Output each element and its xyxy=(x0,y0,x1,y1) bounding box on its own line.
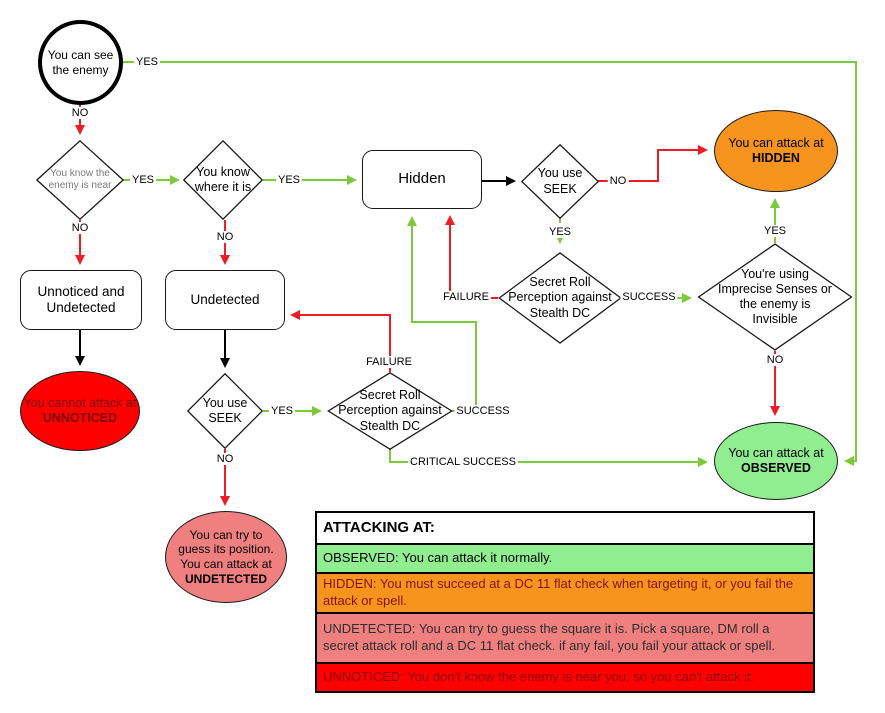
node-know-near xyxy=(36,140,124,220)
node-know-where-label: You know where it is xyxy=(194,164,252,194)
node-attack-hidden xyxy=(714,110,838,192)
node-seek-bottom-label: You use SEEK xyxy=(202,395,248,425)
legend-row-unnoticed: UNNOTICED: You don't know the enemy is near you, so you can't attack it. xyxy=(317,662,813,691)
node-undetected-label: Undetected xyxy=(190,291,260,307)
legend-row-hidden: HIDDEN: You must succeed at a DC 11 flat check when targeting it, or you fail the attack or spell. xyxy=(317,572,813,612)
edge-label-seek-bottom-no: NO xyxy=(216,453,234,465)
legend-row-undetected: UNDETECTED: You can try to guess the square it is. Pick a square, DM roll a secret attack roll and a DC 11 flat check. if any fail, you fail your attack or spell. xyxy=(317,612,813,662)
node-guess-position-bold: UNDETECTED xyxy=(184,571,267,586)
legend-row-observed: OBSERVED: You can attack it normally. xyxy=(317,543,813,572)
node-cannot-attack-text: You cannot attack at xyxy=(23,395,137,410)
edge-label-secret-top-success: SUCCESS xyxy=(622,291,676,303)
legend-table xyxy=(315,511,815,693)
node-unnoticed-undetected xyxy=(20,270,142,330)
node-imprecise-senses xyxy=(697,243,853,351)
node-attack-hidden-text: You can attack at xyxy=(728,135,824,150)
node-attack-observed xyxy=(714,422,838,500)
node-unnoticed-undetected-label: Unnoticed and Undetected xyxy=(37,283,125,315)
node-guess-position-label xyxy=(173,528,279,587)
node-secret-roll-bottom xyxy=(327,372,453,450)
edge-label-imprecise-yes: YES xyxy=(763,225,787,237)
edge-label-see-no: NO xyxy=(71,107,89,119)
node-know-where xyxy=(183,140,263,220)
node-cannot-attack-bold: UNNOTICED xyxy=(42,411,118,425)
edge-label-near-no: NO xyxy=(71,222,89,234)
edge-secret-top-failure-to-hidden xyxy=(450,217,498,298)
node-cannot-attack-label xyxy=(24,396,137,427)
edge-label-near-yes: YES xyxy=(131,174,155,186)
edge-label-where-yes: YES xyxy=(277,174,301,186)
node-attack-observed-label xyxy=(728,446,823,477)
legend-title: ATTACKING AT: xyxy=(317,513,813,543)
edge-label-seek-bottom-yes: YES xyxy=(270,405,294,417)
node-secret-roll-bottom-label: Secret Roll Perception against Stealth DC xyxy=(338,388,442,433)
edge-label-critical-success: CRITICAL SUCCESS xyxy=(410,456,516,468)
node-know-near-label: You know the enemy is near xyxy=(48,167,112,191)
edge-label-secret-top-failure: FAILURE xyxy=(443,291,489,303)
node-guess-position-text: You can try to guess its position. You can attack at xyxy=(178,527,274,571)
edge-label-where-no: NO xyxy=(216,231,234,243)
node-seek-top xyxy=(521,144,599,219)
node-attack-observed-bold: OBSERVED xyxy=(741,461,811,475)
node-seek-bottom xyxy=(187,373,263,449)
node-attack-hidden-bold: HIDDEN xyxy=(752,151,800,165)
node-hidden-label: Hidden xyxy=(398,170,446,188)
edge-label-secret-bottom-success: SUCCESS xyxy=(456,405,510,417)
node-guess-position xyxy=(165,511,287,603)
edge-label-imprecise-no: NO xyxy=(766,354,784,366)
node-secret-roll-top-label: Secret Roll Perception against Stealth DC xyxy=(508,275,612,320)
node-hidden xyxy=(362,150,482,209)
node-secret-roll-top xyxy=(498,252,622,344)
node-imprecise-senses-label: You're using Imprecise Senses or the enemy is Invisible xyxy=(718,266,832,327)
node-see-enemy xyxy=(38,20,123,105)
node-seek-top-label: You use SEEK xyxy=(537,166,583,196)
node-see-enemy-label: You can see the enemy xyxy=(47,47,114,77)
edge-label-see-yes: YES xyxy=(135,56,159,68)
edge-label-secret-bottom-failure: FAILURE xyxy=(366,356,412,368)
edge-label-seek-top-no: NO xyxy=(609,175,627,187)
edge-label-seek-top-yes: YES xyxy=(548,226,572,238)
node-attack-observed-text: You can attack at xyxy=(728,445,824,460)
node-cannot-attack xyxy=(20,371,140,451)
node-attack-hidden-label xyxy=(728,136,823,167)
node-undetected xyxy=(165,270,285,330)
